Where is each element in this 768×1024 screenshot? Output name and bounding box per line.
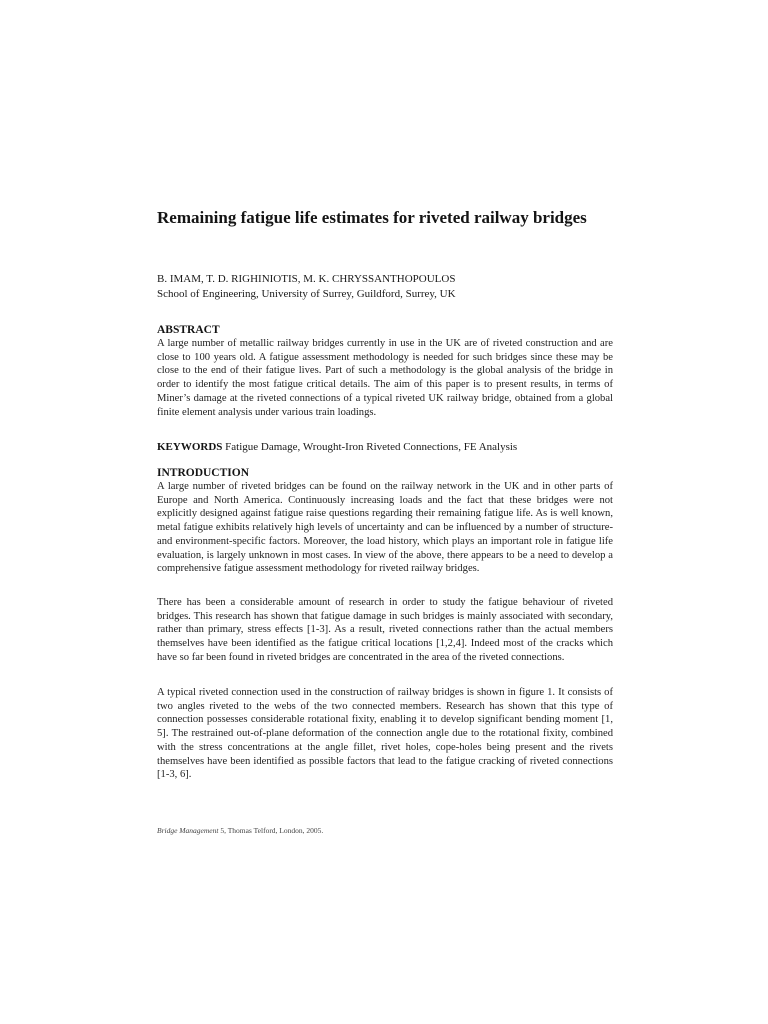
abstract-text: A large number of metallic railway bridges currently in use in the UK are of riveted construction and are close to 100 years old. A fatigue assessment methodology is needed for such bridges since these may be close to the end of their fatigue lives. Part of such a methodology is the global analysis of the bridge in order to identify the most fatigue critical details. The aim of this paper is to present results, in terms of Miner’s damage at the riveted connections of a typical riveted UK railway bridge, obtained from a global finite element analysis under various train loadings. bbox=[157, 338, 613, 418]
abstract-heading: ABSTRACT bbox=[157, 324, 220, 336]
introduction-heading: INTRODUCTION bbox=[157, 467, 250, 479]
intro-paragraph-1: A large number of riveted bridges can be found on the railway network in the UK and in other parts of Europe and North America. Continuously increasing loads and the fact that these bridges were not explicitly designed against fatigue raise questions regarding their remaining fatigue life. As is well known, metal fatigue exhibits relatively high levels of uncertainty and can be influenced by a number of structure- and environment-specific factors. Moreover, the load history, which plays an important role in fatigue life evaluation, is largely unknown in most cases. In view of the above, there appears to be a need to develop a comprehensive fatigue assessment methodology for riveted railway bridges. bbox=[157, 481, 613, 575]
keywords-text: Fatigue Damage, Wrought-Iron Riveted Connections, FE Analysis bbox=[225, 441, 518, 453]
author-block bbox=[157, 272, 613, 302]
intro-paragraph-2: There has been a considerable amount of research in order to study the fatigue behaviour of riveted bridges. This research has shown that fatigue damage in such bridges is mainly associated with secondary, rather than primary, stress effects [1-3]. As a result, riveted connections rather than the actual members themselves have been identified as the fatigue critical locations [1,2,4]. Indeed most of the cracks which have so far been found in riveted bridges are concentrated in the area of the riveted connections. bbox=[157, 597, 613, 663]
footer-journal: Bridge Management bbox=[157, 826, 219, 835]
keywords-label: KEYWORDS bbox=[157, 441, 223, 453]
page-footer bbox=[157, 826, 323, 836]
footer-details: 5, Thomas Telford, London, 2005. bbox=[218, 826, 324, 835]
author-list: B. IMAM, T. D. RIGHINIOTIS, M. K. CHRYSSANTHOPOULOS bbox=[157, 273, 456, 285]
intro-paragraph-3: A typical riveted connection used in the construction of railway bridges is shown in figure 1. It consists of two angles riveted to the webs of the two connected members. Research has shown that this type of connection possesses considerable rotational fixity, enabling it to develop significant bending moment [1, 5]. The restrained out-of-plane deformation of the connection angle due to the rotational fixity, combined with the stress concentrations at the angle fillet, rivet holes, cope-holes being present and the rivets themselves have been identified as possible factors that lead to the fatigue cracking of riveted connections [1-3, 6]. bbox=[157, 687, 613, 781]
paper-title: Remaining fatigue life estimates for riveted railway bridges bbox=[157, 208, 587, 227]
paper-page bbox=[157, 0, 613, 1024]
keywords-line bbox=[157, 440, 613, 454]
affiliation: School of Engineering, University of Surrey, Guildford, Surrey, UK bbox=[157, 288, 456, 300]
